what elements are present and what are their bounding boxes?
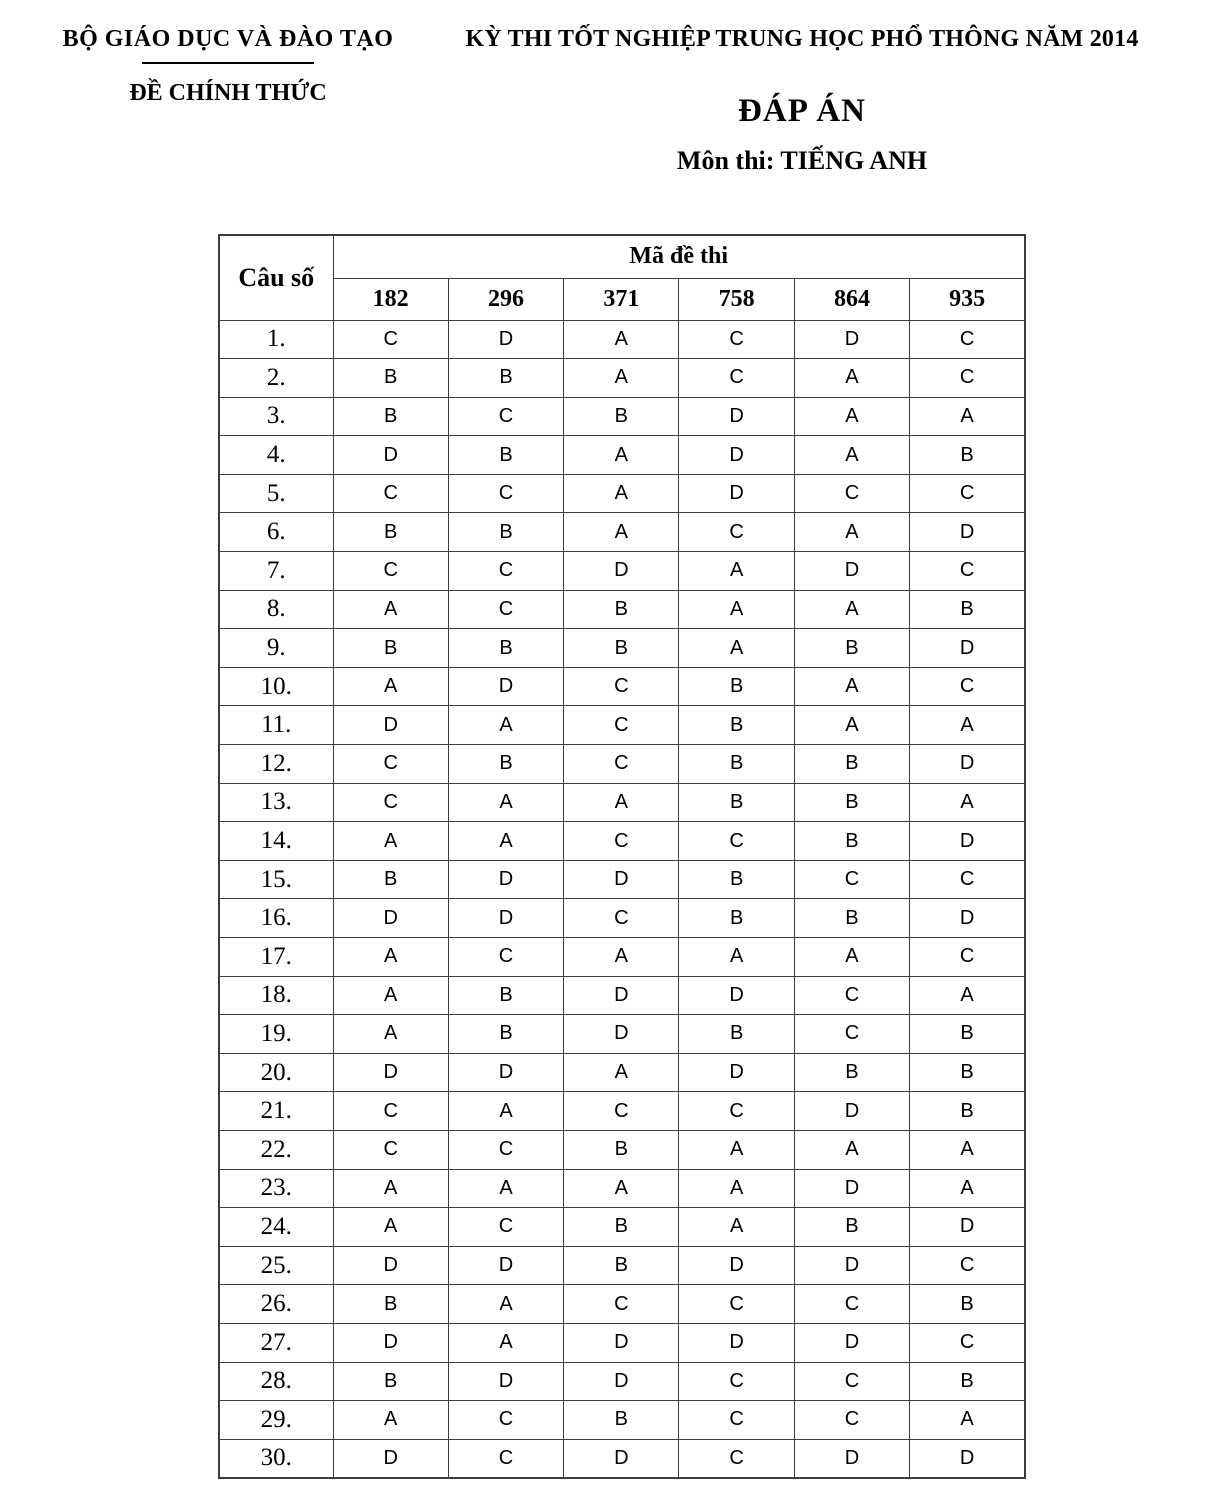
table-row: [219, 822, 1025, 861]
answer-cell: A: [794, 436, 909, 475]
answer-cell: A: [564, 436, 679, 475]
table-row: [219, 938, 1025, 977]
table-row: [219, 629, 1025, 668]
answer-cell: B: [333, 1285, 448, 1324]
answer-cell: B: [679, 783, 794, 822]
answer-cell: B: [564, 1208, 679, 1247]
answer-cell: A: [794, 590, 909, 629]
answer-cell: D: [448, 860, 563, 899]
answer-cell: D: [679, 1053, 794, 1092]
answer-cell: A: [333, 1208, 448, 1247]
question-number-cell: 6.: [219, 513, 333, 552]
answer-cell: A: [910, 1401, 1025, 1440]
answer-cell: C: [679, 1362, 794, 1401]
answer-cell: C: [448, 474, 563, 513]
answer-cell: C: [910, 938, 1025, 977]
question-number-cell: 4.: [219, 436, 333, 475]
table-header-row-group: [219, 235, 1025, 278]
question-number-cell: 8.: [219, 590, 333, 629]
answer-cell: A: [564, 513, 679, 552]
answer-cell: C: [564, 745, 679, 784]
answer-cell: C: [564, 822, 679, 861]
answer-cell: C: [564, 667, 679, 706]
answer-cell: B: [910, 1053, 1025, 1092]
answer-cell: C: [333, 320, 448, 359]
answer-cell: B: [910, 436, 1025, 475]
answer-cell: D: [910, 513, 1025, 552]
question-number-cell: 17.: [219, 938, 333, 977]
answer-cell: B: [910, 590, 1025, 629]
table-row: [219, 976, 1025, 1015]
answer-cell: A: [333, 1169, 448, 1208]
answer-cell: D: [564, 1362, 679, 1401]
exam-code-header: 371: [564, 278, 679, 320]
answer-cell: D: [333, 1053, 448, 1092]
answer-cell: C: [448, 590, 563, 629]
answer-cell: B: [910, 1362, 1025, 1401]
answer-cell: B: [333, 1362, 448, 1401]
answer-cell: C: [910, 1246, 1025, 1285]
answer-cell: A: [679, 552, 794, 591]
answer-cell: D: [333, 436, 448, 475]
answer-cell: D: [794, 320, 909, 359]
answer-cell: B: [448, 513, 563, 552]
answer-key-table: [218, 234, 1026, 1479]
answer-cell: C: [910, 359, 1025, 398]
issuer-underline: [142, 62, 314, 64]
table-row: [219, 552, 1025, 591]
answer-cell: D: [679, 1323, 794, 1362]
answer-cell: A: [448, 1323, 563, 1362]
answer-cell: D: [333, 1439, 448, 1478]
answer-cell: B: [564, 1246, 679, 1285]
exam-code-header: 935: [910, 278, 1025, 320]
subject-line: Môn thi: TIẾNG ANH: [676, 146, 928, 175]
question-number-cell: 18.: [219, 976, 333, 1015]
answer-cell: A: [794, 667, 909, 706]
answer-cell: C: [564, 899, 679, 938]
answer-cell: D: [794, 1246, 909, 1285]
question-number-cell: 16.: [219, 899, 333, 938]
answer-cell: A: [794, 513, 909, 552]
answer-cell: C: [333, 552, 448, 591]
answer-cell: C: [910, 1323, 1025, 1362]
answer-cell: A: [448, 783, 563, 822]
answer-cell: B: [333, 860, 448, 899]
question-number-cell: 1.: [219, 320, 333, 359]
table-row: [219, 706, 1025, 745]
table-row: [219, 1285, 1025, 1324]
answer-cell: D: [564, 1015, 679, 1054]
answer-cell: A: [333, 667, 448, 706]
answer-cell: D: [333, 899, 448, 938]
answer-cell: C: [333, 745, 448, 784]
table-row: [219, 783, 1025, 822]
table-row: [219, 1053, 1025, 1092]
exam-code-header: 182: [333, 278, 448, 320]
answer-cell: C: [910, 552, 1025, 591]
answer-cell: A: [448, 1285, 563, 1324]
answer-cell: B: [333, 513, 448, 552]
answer-cell: A: [564, 474, 679, 513]
issuer-block: [58, 26, 398, 107]
answer-cell: D: [794, 1439, 909, 1478]
answer-cell: D: [794, 1169, 909, 1208]
answer-cell: D: [679, 397, 794, 436]
answer-cell: C: [448, 1439, 563, 1478]
answer-cell: B: [794, 1208, 909, 1247]
answer-cell: A: [679, 629, 794, 668]
question-number-cell: 12.: [219, 745, 333, 784]
question-number-cell: 24.: [219, 1208, 333, 1247]
question-number-cell: 20.: [219, 1053, 333, 1092]
table-row: [219, 1401, 1025, 1440]
answer-cell: D: [910, 1439, 1025, 1478]
answer-cell: B: [564, 1401, 679, 1440]
answer-cell: D: [910, 822, 1025, 861]
question-number-cell: 5.: [219, 474, 333, 513]
answer-cell: C: [448, 1401, 563, 1440]
answer-cell: B: [564, 590, 679, 629]
answer-cell: D: [679, 976, 794, 1015]
question-number-cell: 29.: [219, 1401, 333, 1440]
answer-cell: B: [564, 629, 679, 668]
exam-code-header: 758: [679, 278, 794, 320]
answer-cell: A: [564, 938, 679, 977]
answer-cell: C: [333, 474, 448, 513]
table-row: [219, 1015, 1025, 1054]
exam-title: KỲ THI TỐT NGHIỆP TRUNG HỌC PHỔ THÔNG NĂM 2014: [465, 26, 1139, 52]
answer-cell: D: [333, 1323, 448, 1362]
answer-cell: A: [910, 1130, 1025, 1169]
answer-cell: B: [448, 745, 563, 784]
answer-cell: C: [564, 706, 679, 745]
answer-cell: D: [910, 629, 1025, 668]
answer-cell: C: [564, 1092, 679, 1131]
answer-cell: A: [910, 976, 1025, 1015]
answer-cell: B: [564, 1130, 679, 1169]
table-row: [219, 1208, 1025, 1247]
answer-cell: A: [564, 359, 679, 398]
answer-cell: A: [333, 1401, 448, 1440]
table-row: [219, 667, 1025, 706]
answer-cell: B: [794, 629, 909, 668]
answer-cell: A: [564, 783, 679, 822]
table-row: [219, 1362, 1025, 1401]
answer-cell: A: [333, 822, 448, 861]
question-number-cell: 28.: [219, 1362, 333, 1401]
answer-cell: A: [448, 1092, 563, 1131]
answer-cell: A: [679, 1169, 794, 1208]
answer-cell: C: [679, 320, 794, 359]
exam-title-block: [452, 26, 1152, 176]
question-number-cell: 25.: [219, 1246, 333, 1285]
answer-cell: B: [679, 860, 794, 899]
question-number-cell: 14.: [219, 822, 333, 861]
answer-cell: A: [333, 1015, 448, 1054]
answer-cell: D: [564, 1439, 679, 1478]
answer-cell: C: [333, 783, 448, 822]
table-row: [219, 436, 1025, 475]
answer-cell: A: [794, 706, 909, 745]
question-number-cell: 11.: [219, 706, 333, 745]
answer-cell: B: [333, 397, 448, 436]
answer-cell: A: [448, 822, 563, 861]
question-number-cell: 13.: [219, 783, 333, 822]
exam-code-header: 864: [794, 278, 909, 320]
answer-cell: C: [448, 1208, 563, 1247]
answer-cell: D: [448, 1362, 563, 1401]
answer-cell: D: [794, 552, 909, 591]
table-row: [219, 1439, 1025, 1478]
question-number-cell: 7.: [219, 552, 333, 591]
answer-cell: C: [910, 320, 1025, 359]
answer-cell: D: [794, 1323, 909, 1362]
answer-cell: D: [910, 745, 1025, 784]
answer-cell: D: [448, 667, 563, 706]
answer-cell: B: [679, 899, 794, 938]
answer-cell: C: [794, 1015, 909, 1054]
answer-cell: A: [794, 359, 909, 398]
answer-cell: B: [679, 1015, 794, 1054]
answer-cell: D: [910, 899, 1025, 938]
answer-cell: A: [333, 590, 448, 629]
answer-cell: C: [333, 1092, 448, 1131]
table-row: [219, 590, 1025, 629]
answer-cell: C: [794, 1362, 909, 1401]
answer-cell: A: [333, 976, 448, 1015]
answer-cell: D: [448, 899, 563, 938]
answer-cell: C: [448, 938, 563, 977]
answer-cell: C: [910, 667, 1025, 706]
answer-cell: B: [448, 629, 563, 668]
answer-cell: D: [333, 706, 448, 745]
answer-cell: B: [679, 667, 794, 706]
answer-cell: A: [679, 938, 794, 977]
answer-cell: C: [910, 860, 1025, 899]
answer-cell: D: [448, 1053, 563, 1092]
answer-cell: A: [794, 1130, 909, 1169]
table-row: [219, 1246, 1025, 1285]
answer-cell: C: [564, 1285, 679, 1324]
answer-cell: D: [564, 860, 679, 899]
answer-cell: C: [448, 397, 563, 436]
answer-cell: C: [794, 1285, 909, 1324]
answer-cell: C: [679, 1285, 794, 1324]
question-number-cell: 3.: [219, 397, 333, 436]
table-row: [219, 359, 1025, 398]
answer-cell: C: [679, 1439, 794, 1478]
answer-cell: B: [564, 397, 679, 436]
answer-cell: C: [679, 1401, 794, 1440]
answer-cell: D: [564, 552, 679, 591]
answer-cell: C: [794, 860, 909, 899]
table-row: [219, 899, 1025, 938]
answer-cell: B: [679, 745, 794, 784]
answer-cell: B: [333, 359, 448, 398]
answer-cell: A: [679, 1130, 794, 1169]
answer-cell: A: [910, 706, 1025, 745]
answer-cell: C: [448, 1130, 563, 1169]
answer-cell: C: [794, 474, 909, 513]
answer-cell: D: [910, 1208, 1025, 1247]
answer-cell: A: [794, 397, 909, 436]
table-row: [219, 1323, 1025, 1362]
answer-cell: B: [910, 1092, 1025, 1131]
answer-cell: D: [679, 474, 794, 513]
answer-cell: A: [910, 783, 1025, 822]
question-number-cell: 15.: [219, 860, 333, 899]
answer-cell: D: [679, 436, 794, 475]
table-row: [219, 1169, 1025, 1208]
answer-cell: B: [794, 783, 909, 822]
answer-cell: B: [794, 899, 909, 938]
answer-cell: C: [794, 1401, 909, 1440]
answer-cell: D: [794, 1092, 909, 1131]
question-column-header: Câu số: [219, 235, 333, 320]
answer-cell: A: [679, 1208, 794, 1247]
table-row: [219, 397, 1025, 436]
table-row: [219, 745, 1025, 784]
question-number-cell: 21.: [219, 1092, 333, 1131]
question-number-cell: 22.: [219, 1130, 333, 1169]
table-row: [219, 860, 1025, 899]
answer-cell: B: [794, 745, 909, 784]
answer-cell: C: [679, 1092, 794, 1131]
table-row: [219, 474, 1025, 513]
question-number-cell: 10.: [219, 667, 333, 706]
answer-cell: D: [564, 976, 679, 1015]
answer-cell: D: [448, 320, 563, 359]
answer-cell: D: [679, 1246, 794, 1285]
question-number-cell: 19.: [219, 1015, 333, 1054]
answer-cell: C: [679, 513, 794, 552]
exam-code-header: 296: [448, 278, 563, 320]
answer-cell: D: [333, 1246, 448, 1285]
question-number-cell: 30.: [219, 1439, 333, 1478]
exam-type-label: ĐỀ CHÍNH THỨC: [129, 80, 327, 106]
table-row: [219, 1092, 1025, 1131]
table-row: [219, 320, 1025, 359]
answer-cell: A: [333, 938, 448, 977]
answer-cell: D: [564, 1323, 679, 1362]
answer-cell: D: [448, 1246, 563, 1285]
answer-cell: B: [910, 1285, 1025, 1324]
question-number-cell: 23.: [219, 1169, 333, 1208]
table-row: [219, 1130, 1025, 1169]
answer-cell: C: [448, 552, 563, 591]
answer-cell: A: [448, 706, 563, 745]
question-number-cell: 2.: [219, 359, 333, 398]
table-row: [219, 513, 1025, 552]
answer-key-title: ĐÁP ÁN: [738, 93, 866, 129]
exam-code-group-header: Mã đề thi: [333, 235, 1025, 278]
answer-cell: B: [679, 706, 794, 745]
answer-cell: C: [910, 474, 1025, 513]
answer-cell: A: [564, 1169, 679, 1208]
answer-cell: C: [679, 359, 794, 398]
answer-cell: A: [794, 938, 909, 977]
question-number-cell: 27.: [219, 1323, 333, 1362]
answer-cell: A: [910, 1169, 1025, 1208]
issuer-title: BỘ GIÁO DỤC VÀ ĐÀO TẠO: [62, 26, 394, 52]
answer-cell: B: [448, 436, 563, 475]
question-number-cell: 9.: [219, 629, 333, 668]
answer-cell: B: [333, 629, 448, 668]
answer-cell: B: [910, 1015, 1025, 1054]
answer-cell: C: [333, 1130, 448, 1169]
answer-cell: B: [448, 1015, 563, 1054]
answer-cell: B: [448, 976, 563, 1015]
answer-cell: A: [448, 1169, 563, 1208]
answer-cell: A: [679, 590, 794, 629]
answer-cell: C: [794, 976, 909, 1015]
answer-cell: B: [794, 822, 909, 861]
answer-cell: B: [448, 359, 563, 398]
answer-cell: B: [794, 1053, 909, 1092]
answer-cell: C: [679, 822, 794, 861]
table-header-row-codes: [219, 278, 1025, 320]
question-number-cell: 26.: [219, 1285, 333, 1324]
answer-cell: A: [564, 1053, 679, 1092]
answer-cell: A: [564, 320, 679, 359]
answer-cell: A: [910, 397, 1025, 436]
